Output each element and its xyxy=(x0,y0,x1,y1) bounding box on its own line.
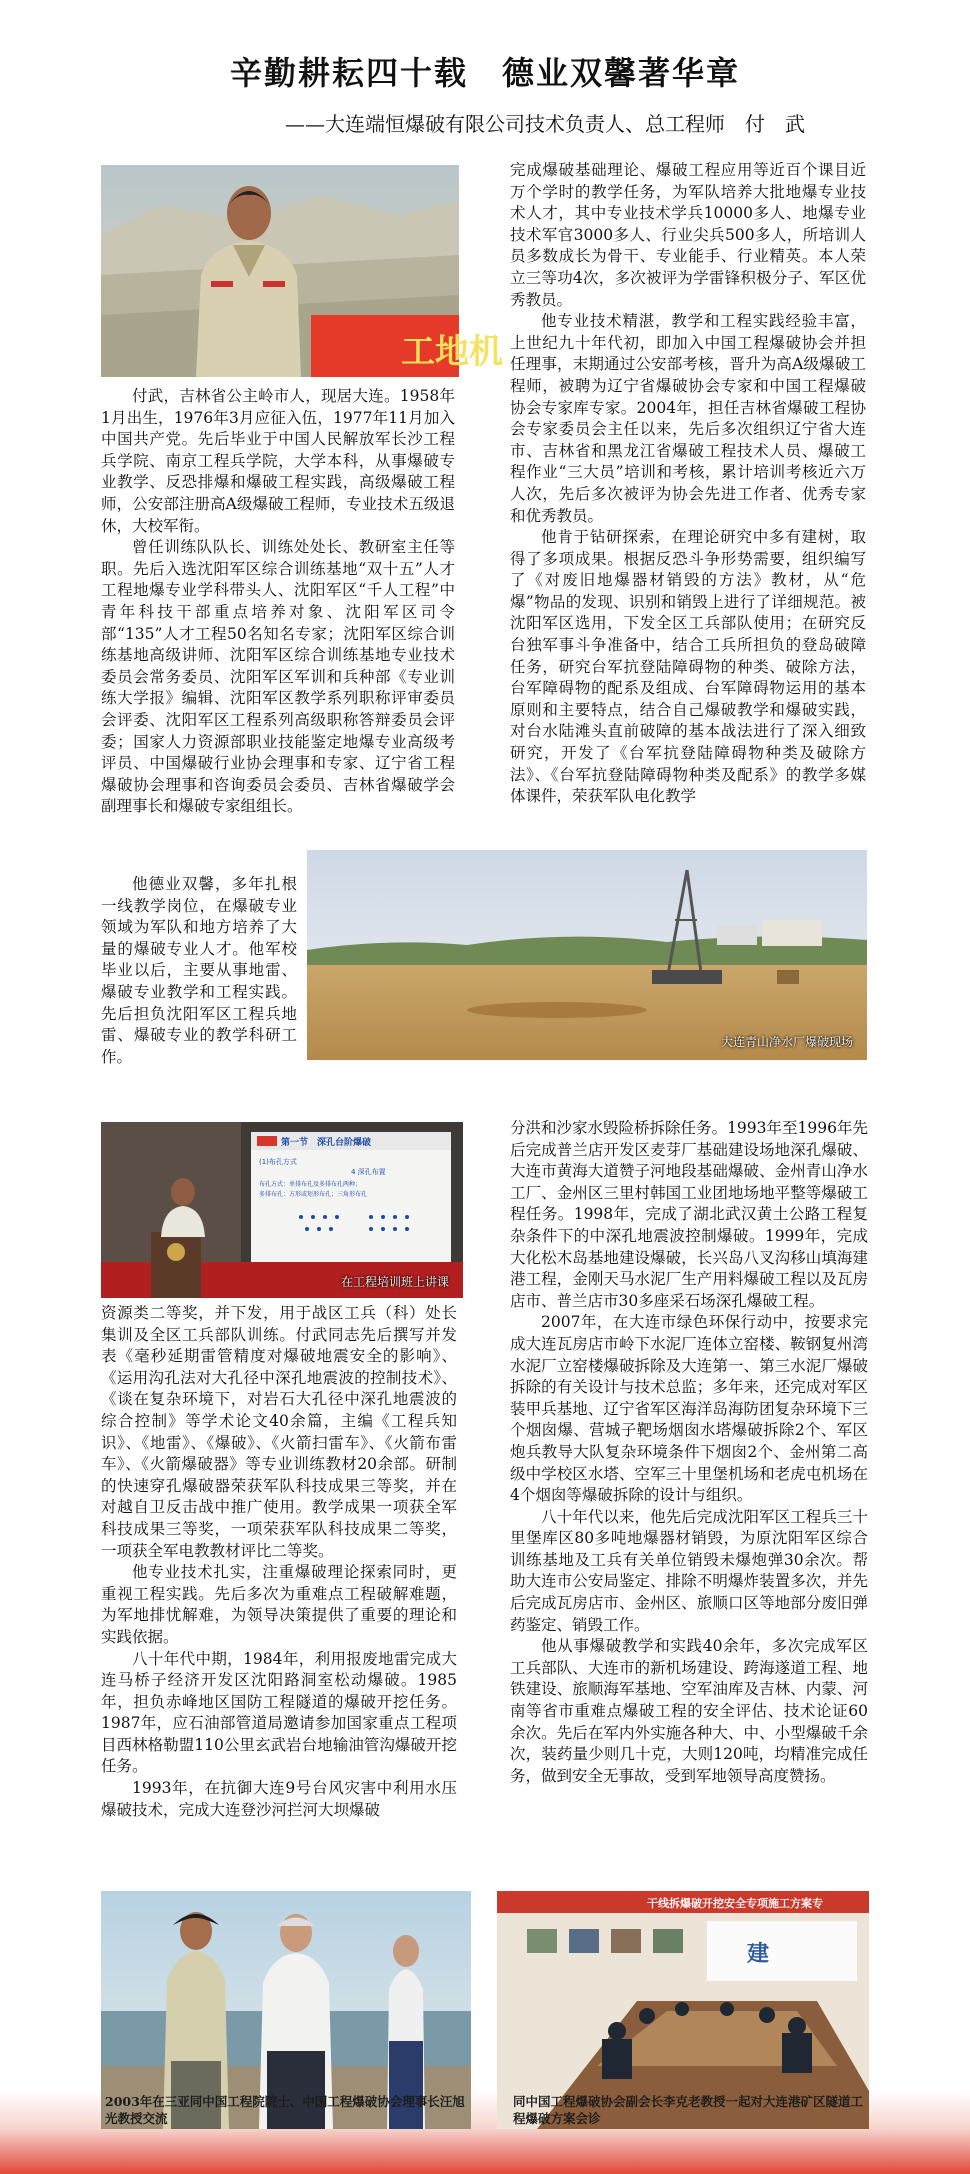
paragraph: 完成爆破基础理论、爆破工程应用等近百个课目近万个学时的教学任务，为军队培养大批地爆专业技术人才，其中专业技术学兵10000多人、地爆专业技术军官3000多人、行业尖兵500多人，所培训人员多数成长为骨干、专业能手、行业精英。本人荣立三等功4次，多次被评为学雷锋积极分子、军区优秀教员。 xyxy=(510,161,866,309)
meeting-photo-caption: 同中国工程爆破协会副会长李克老教授一起对大连港矿区隧道工程爆破方案会诊 xyxy=(513,2094,864,2126)
svg-text:布孔方式：单排布孔及多排布孔两种；: 布孔方式：单排布孔及多排布孔两种； xyxy=(259,1181,362,1188)
lecture-caption: 在工程培训班上讲课 xyxy=(340,1275,449,1289)
paragraph: 他专业技术精湛，教学和工程实践经验丰富，上世纪九十年代初，即加入中国工程爆破协会并担任理事，末期通过公安部考核，晋升为高A级爆破工程师，被聘为辽宁省爆破协会专家和中国工程爆破协会专家库专家。2004年，担任吉林省爆破工程协会专家委员会主任以来，先后多次组织辽宁省大连市、吉林省和黑龙江省爆破工程技术人员、爆破工程作业“三大员”培训和考核，累计培训考核近六万人次，先后多次被评为协会先进工作者、优秀专家和优秀教员。 xyxy=(510,312,866,525)
portrait-photo xyxy=(101,165,503,377)
paragraph: 1993年，在抗御大连9号台风灾害中利用水压爆破技术，完成大连登沙河拦河大坝爆破 xyxy=(101,1779,457,1819)
article-body-col1c xyxy=(101,1303,457,1821)
paragraph: 分洪和沙家水毁险桥拆除任务。1993年至1996年先后完成普兰店开发区麦芽厂基础建设场地深孔爆破、大连市黄海大道赞子河地段基础爆破、金州青山净水工厂、金州区三里村韩国工业团地场地平整等爆破工程任务。1998年，完成了湖北武汉黄土公路工程复杂条件下的中深孔地震波控制爆破。1999年，完成大化松木岛基地建设爆破，长兴岛八叉沟移山填海建港工程，金刚天马水泥厂生产用料爆破工程以及瓦房店市、普兰店市30多座采石场深孔爆破工程。 xyxy=(510,1119,868,1310)
paragraph: 他德业双馨，多年扎根一线教学岗位，在爆破专业领域为军队和地方培养了大量的爆破专业人才。他军校毕业以后，主要从事地雷、爆破专业教学和工程实践。先后担负沈阳军区工程兵地雷、爆破专业的教学科研工作。 xyxy=(101,875,297,1066)
article-title: 辛勤耕耘四十载 德业双馨著华章 xyxy=(229,54,740,92)
svg-text:第一节 深孔台阶爆破: 第一节 深孔台阶爆破 xyxy=(281,1138,372,1148)
lecture-photo xyxy=(101,1122,463,1298)
paragraph: 付武，吉林省公主岭市人，现居大连。1958年1月出生，1976年3月应征入伍，1977年11月加入中国共产党。先后毕业于中国人民解放军长沙工程兵学院、南京工程兵学院，大学本科，从事爆破专业教学、反恐排爆和爆破工程实践，高级爆破工程师，公安部注册高A级爆破工程师，专业技术五级退休，大校军衔。 xyxy=(101,387,455,535)
paragraph: 八十年代中期，1984年，利用报废地雷完成大连马桥子经济开发区沈阳路洞室松动爆破。1985年，担负赤峰地区国防工程隧道的爆破开挖任务。1987年，应石油部管道局邀请参加国家重点工程项目西林格勒盟110公里玄武岩台地输油管沟爆破开挖任务。 xyxy=(101,1649,457,1776)
meeting-photo xyxy=(497,1891,869,2129)
blast-site-photo xyxy=(307,850,867,1060)
article-body-col2a xyxy=(510,160,866,808)
paragraph: 八十年代以来，他先后完成沈阳军区工程兵三十里堡库区80多吨地爆器材销毁，为原沈阳军区综合训练基地及工兵有关单位销毁未爆炮弹30余次。帮助大连市公安局鉴定、排除不明爆炸装置多次，并先后完成瓦房店市、金州区、旅顺口区等地部分废旧弹药鉴定、销毁工作。 xyxy=(510,1507,868,1634)
paragraph: 他肯于钻研探索，在理论研究中多有建树，取得了多项成果。根据反恐斗争形势需要，组织编写了《对废旧地爆器材销毁的方法》教材，从“危爆”物品的发现、识别和销毁上进行了详细规范。被沈阳军区选用，下发全区工兵部队使用；在研究反台独军事斗争准备中，结合工兵所担负的登岛破障任务，研究台军抗登陆障碍物的种类、破除方法，台军障碍物的配系及组成、台军障碍物运用的基本原则和主要特点，结合自己爆破教学和爆破实践，对台水陆滩头直前破障的基本战法进行了深入细致研究，开发了《台军抗登陆障碍物种类及破除方法》、《台军抗登陆障碍物种类及配系》的教学多媒体课件，荣获军队电化教学 xyxy=(510,528,866,806)
article-body-col1a xyxy=(101,386,455,818)
article-subtitle: ——大连端恒爆破有限公司技术负责人、总工程师 付 武 xyxy=(285,112,805,136)
group-photo xyxy=(101,1891,471,2129)
svg-text:多排布孔：方形或矩形布孔；三角形布孔: 多排布孔：方形或矩形布孔；三角形布孔 xyxy=(259,1191,368,1198)
article-body-col2b xyxy=(510,1118,868,1787)
svg-text:4 深孔布置: 4 深孔布置 xyxy=(351,1168,386,1176)
article-body-col1b xyxy=(101,874,297,1068)
blast-site-caption: 大连青山净水厂爆破现场 xyxy=(720,1035,853,1049)
group-photo-caption: 2003年在三亚同中国工程院院士、中国工程爆破协会理事长汪旭光教授交流 xyxy=(105,2094,465,2126)
svg-text:干线拆爆破开挖安全专项施工方案专: 干线拆爆破开挖安全专项施工方案专 xyxy=(647,1897,823,1910)
paragraph: 曾任训练队队长、训练处处长、教研室主任等职。先后入选沈阳军区综合训练基地“双十五”人才工程地爆专业学科带头人、沈阳军区“千人工程”中青年科技干部重点培养对象、沈阳军区司令部“135”人才工程50名知名专家；沈阳军区综合训练基地高级讲师、沈阳军区综合训练基地专业技术委员会常务委员、沈阳军区军训和兵种部《专业训练大学报》编辑、沈阳军区教学系列职称评审委员会评委、沈阳军区工程系列高级职称答辩委员会评委；国家人力资源部职业技能鉴定地爆专业高级考评员、中国爆破行业协会理事和专家、辽宁省工程爆破协会理事和咨询委员会委员、吉林省爆破学会副理事长和爆破专家组组长。 xyxy=(101,538,455,816)
svg-text:建: 建 xyxy=(747,1942,770,1967)
banner-text: 工地机 xyxy=(401,332,503,372)
paragraph: 他专业技术扎实，注重爆破理论探索同时，更重视工程实践。先后多次为重难点工程破解难题，为军地排忧解难，为领导决策提供了重要的理论和实践依据。 xyxy=(101,1563,457,1646)
paragraph: 资源类二等奖，并下发，用于战区工兵（科）处长集训及全区工兵部队训练。付武同志先后撰写并发表《毫秒延期雷管精度对爆破地震安全的影响》、《运用沟孔法对大孔径中深孔地震波的控制技术》、《谈在复杂环境下，对岩石大孔径中深孔地震波的综合控制》等学术论文40余篇，主编《工程兵知识》、《地雷》、《爆破》、《火箭扫雷车》、《火箭布雷车》、《火箭爆破器》等专业训练教材20余部。研制的快速穿孔爆破器荣获军队科技成果三等奖，并在对越自卫反击战中推广使用。教学成果一项获全军科技成果三等奖，一项荣获军队科技成果二等奖，一项获全军电教教材评比二等奖。 xyxy=(101,1304,457,1560)
paragraph: 他从事爆破教学和实践40余年，多次完成军区工兵部队、大连市的新机场建设、跨海遂道工程、地铁建设、旅顺海军基地、空军油库及吉林、内蒙、河南等省市重难点爆破工程的安全评估、技术论证60余次。先后在军内外实施各种大、中、小型爆破千余次，装药量少则几十克，大则120吨，均精准完成任务，做到安全无事故，受到军地领导高度赞扬。 xyxy=(510,1637,868,1785)
paragraph: 2007年，在大连市绿色环保行动中，按要求完成大连瓦房店市岭下水泥厂连体立窑楼、鞍钢复州湾水泥厂立窑楼爆破拆除及大连第一、第三水泥厂爆破拆除的有关设计与技术总监；多年来，还完成对军区装甲兵基地、辽宁省军区海洋岛海防团复杂环境下三个烟囱爆、营城子靶场烟囱水塔爆破拆除2个、军区炮兵教导大队复杂环境条件下烟囱2个、金州第二高级中学校区水塔、空军三十里堡机场和老虎屯机场在4个烟囱等爆破拆除的设计与组织。 xyxy=(510,1313,868,1505)
svg-text:(1)布孔方式: (1)布孔方式 xyxy=(259,1158,297,1166)
